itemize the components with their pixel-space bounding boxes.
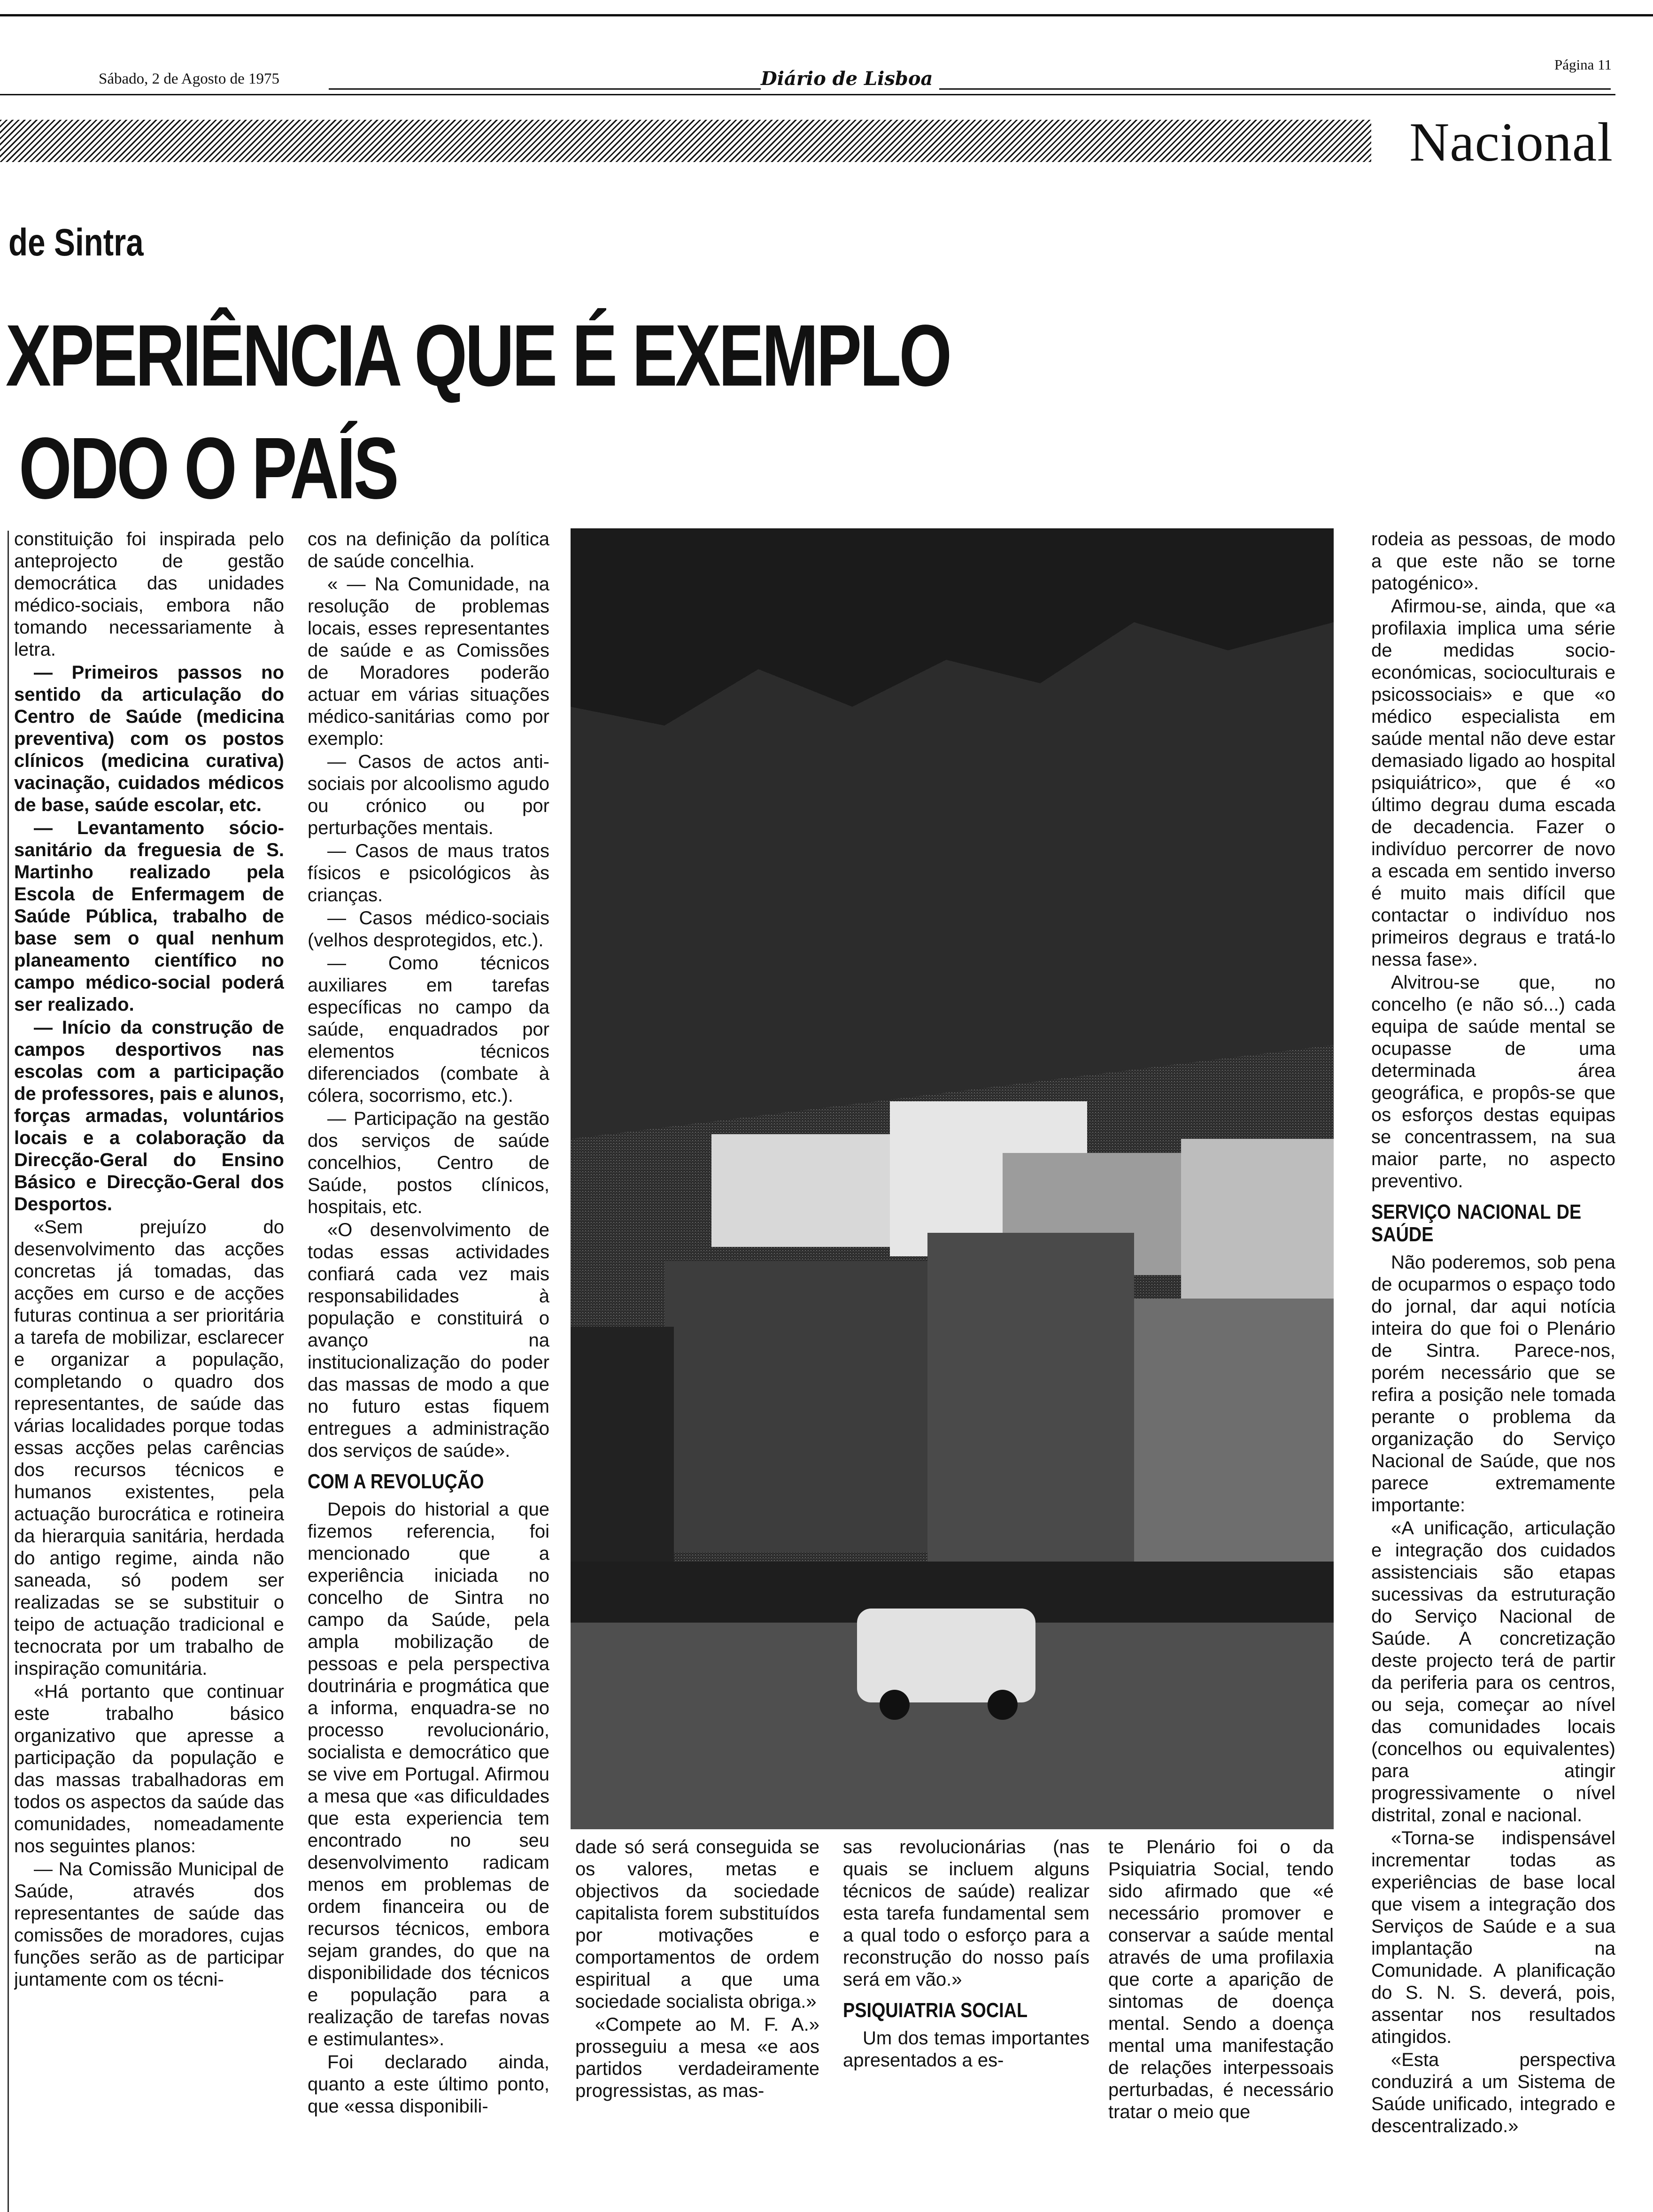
headline-line-2: ODO O PAÍS [19, 420, 397, 517]
page-number: Página 11 [1554, 56, 1612, 73]
subhead-servico-nacional-de-saude: SERVIÇO NACIONAL DE SAÚDE [1371, 1200, 1582, 1246]
paragraph: «A unificação, articulação e integração dos cuidados assistenciais são etapas sucessivas da estruturação do Serviço Nacional de Saúde. A concretização deste projecto terá de partir da periferia para os centros, ou seja, começar ao nível das comunidades locais (concelhos ou equivalentes) para atingir progressivamente o nível distrital, zonal e nacional. [1371, 1518, 1615, 1825]
paragraph: — Como técnicos auxiliares em tarefas específicas no campo da saúde, enquadrados por elementos técnicos diferenciados (combate à cólera, socorrismo, etc.). [308, 953, 549, 1106]
top-border-rule [0, 14, 1653, 16]
cropped-left-column-edge [0, 531, 9, 2212]
header-bottom-rule [0, 94, 1615, 95]
paragraph: «Torna-se indispensável incrementar todas as experiências de base local que visem a integração dos Serviços de Saúde e a sua implantação na Comunidade. A planificação do S. N. S. deverá, pois, assentar nos resultados atingidos. [1371, 1828, 1615, 2047]
paragraph: — Levantamento sócio-sanitário da freguesia de S. Martinho realizado pela Escola de Enfermagem de Saúde Pública, trabalho de base sem o qual nenhum planeamento científico no campo médico-social poderá ser realizado. [14, 818, 284, 1015]
paragraph: Depois do historial a que fizemos referencia, foi mencionado que a experiência iniciada no concelho de Sintra no campo da Saúde, pela ampla mobilização de pessoas e pela perspectiva doutrinária e progmática que a informa, enquadra-se no processo revolucionário, socialista e democrático que se vive em Portugal. Afirmou a mesa que «as dificuldades que esta experiencia tem encontrado no seu desenvolvimento radicam menos em problemas de ordem financeira ou de recursos técnicos, embora sejam grandes, do que na disponibilidade dos técnicos e população para a realização de tarefas novas e estimulantes». [308, 1499, 549, 2050]
sintra-photo-graphic [571, 528, 1334, 1829]
section-title: Nacional [1409, 111, 1613, 173]
article-column-3 [575, 1836, 819, 2203]
subhead-com-a-revolucao: COM A REVOLUÇÃO [308, 1470, 484, 1493]
paragraph: «Compete ao M. F. A.» prosseguiu a mesa «e aos partidos verdadeiramente progressistas, as mas- [575, 2014, 819, 2101]
paragraph: — Início da construção de campos desportivos nas escolas com a participação de professores, pais e alunos, forças armadas, voluntários locais e a colaboração da Direcção-Geral do Ensino Básico e Direcção-Geral dos Desportos. [14, 1017, 284, 1214]
article-column-2 [308, 528, 549, 2200]
paragraph: Afirmou-se, ainda, que «a profilaxia implica uma série de medidas socio-económicas, socioculturais e psicossociais» e que «o médico especialista em saúde mental não deve estar demasiado ligado ao hospital psiquiátrico», que é «o último degrau duma escada de decadencia. Fazer o indivíduo percorrer de novo a escada em sentido inverso é muito mais difícil que contactar o indivíduo nos primeiros degraus e tratá-lo nessa fase». [1371, 596, 1615, 970]
paragraph: «Esta perspectiva conduzirá a um Sistema de Saúde unificado, integrado e descentralizado.» [1371, 2050, 1615, 2136]
paragraph: «Sem prejuízo do desenvolvimento das acções concretas já tomadas, das acções em curso e de acções futuras continua a ser prioritária a tarefa de mobilizar, esclarecer e organizar a população, completando o quadro dos representantes, de saúde das várias localidades porque todas essas acções pelas carências dos recursos técnicos e humanos existentes, pela actuação burocrática e rotineira da hierarquia sanitária, herdada do antigo regime, ainda não saneada, só podem ser realizadas se se substituir o teipo de actuação tradicional e tecnocrata por um trabalho de inspiração comunitária. [14, 1217, 284, 1679]
paragraph: «Há portanto que continuar este trabalho básico organizativo que apresse a participação da população e das massas trabalhadoras em todos os aspectos da saúde das comunidades, nomeadamente nos seguintes planos: [14, 1681, 284, 1856]
paragraph: — Na Comissão Municipal de Saúde, através dos representantes de saúde das comissões de moradores, cujas funções serão as de participar juntamente com os técni- [14, 1859, 284, 1990]
paragraph: cos na definição da política de saúde concelhia. [308, 529, 549, 572]
paragraph: rodeia as pessoas, de modo a que este não se torne patogénico». [1371, 529, 1615, 594]
issue-date: Sábado, 2 de Agosto de 1975 [99, 70, 279, 87]
paragraph: — Casos médico-sociais (velhos desprotegidos, etc.). [308, 908, 549, 951]
paragraph: constituição foi inspirada pelo anteprojecto de gestão democrática das unidades médico-sociais, embora não tomando necessariamente à letra. [14, 529, 284, 660]
paragraph: dade só será conseguida se os valores, metas e objectivos da sociedade capitalista forem substituídos por motivações e comportamentos de ordem espiritual a que uma sociedade socialista obriga.» [575, 1837, 819, 2012]
kicker: de Sintra [8, 221, 144, 264]
paragraph: «O desenvolvimento de todas essas actividades confiará cada vez mais responsabilidades à população e constituirá o avanço na institucionalização do poder das massas de modo a que no futuro estas fiquem entregues a administração dos serviços de saúde». [308, 1220, 549, 1461]
paragraph: — Primeiros passos no sentido da articulação do Centro de Saúde (medicina preventiva) com os postos clínicos (medicina curativa) vacinação, cuidados médicos de base, saúde escolar, etc. [14, 662, 284, 815]
paragraph: Um dos temas importantes apresentados a es- [843, 2028, 1089, 2071]
paragraph: Não poderemos, sob pena de ocuparmos o espaço todo do jornal, dar aqui notícia inteira do que foi o Plenário de Sintra. Parece-nos, porém necessário que se refira a posição nele tomada perante o problema da organização do Serviço Nacional de Saúde, que nos parece extremamente importante: [1371, 1252, 1615, 1516]
paragraph: Foi declarado ainda, quanto a este último ponto, que «essa disponibili- [308, 2052, 549, 2117]
paragraph: « — Na Comunidade, na resolução de problemas locais, esses representantes de saúde e as Comissões de Moradores poderão actuar em várias situações médico-sanitárias como por exemplo: [308, 574, 549, 749]
paragraph: — Participação na gestão dos serviços de saúde concelhios, Centro de Saúde, postos clínicos, hospitais, etc. [308, 1108, 549, 1217]
newspaper-name: Diário de Lisboa [761, 68, 933, 90]
paragraph: sas revolucionárias (nas quais se incluem alguns técnicos de saúde) realizar esta tarefa fundamental sem a qual todo o esforço para a reconstrução do nosso país será em vão.» [843, 1837, 1089, 1990]
article-column-5 [1108, 1836, 1334, 2203]
header-rule-left [329, 88, 761, 90]
paragraph: Alvitrou-se que, no concelho (e não só...) cada equipa de saúde mental se ocupasse de uma determinada área geográfica, e propôs-se que os esforços destas equipas se concentrassem, na sua maior parte, no aspecto preventivo. [1371, 972, 1615, 1191]
paragraph: — Casos de maus tratos físicos e psicológicos às crianças. [308, 841, 549, 905]
article-column-4 [843, 1836, 1089, 2203]
article-column-1 [14, 528, 284, 2200]
paragraph: — Casos de actos anti-sociais por alcoolismo agudo ou crónico ou por perturbações mentais. [308, 751, 549, 838]
section-hatch-band [0, 120, 1371, 162]
header-rule-right [939, 88, 1611, 90]
article-column-6 [1371, 528, 1615, 2200]
subhead-psiquiatria-social: PSIQUIATRIA SOCIAL [843, 1999, 1028, 2022]
photo-sintra-town-view [571, 528, 1334, 1829]
paragraph: te Plenário foi o da Psiquiatria Social, tendo sido afirmado que «é necessário promover e conservar a saúde mental através de uma profilaxia que corte a aparição de sintomas de doença mental. Sendo a doença mental uma manifestação de relações interpessoais perturbadas, é necessário tratar o meio que [1108, 1837, 1334, 2122]
headline-line-1: XPERIÊNCIA QUE É EXEMPLO [6, 307, 950, 404]
